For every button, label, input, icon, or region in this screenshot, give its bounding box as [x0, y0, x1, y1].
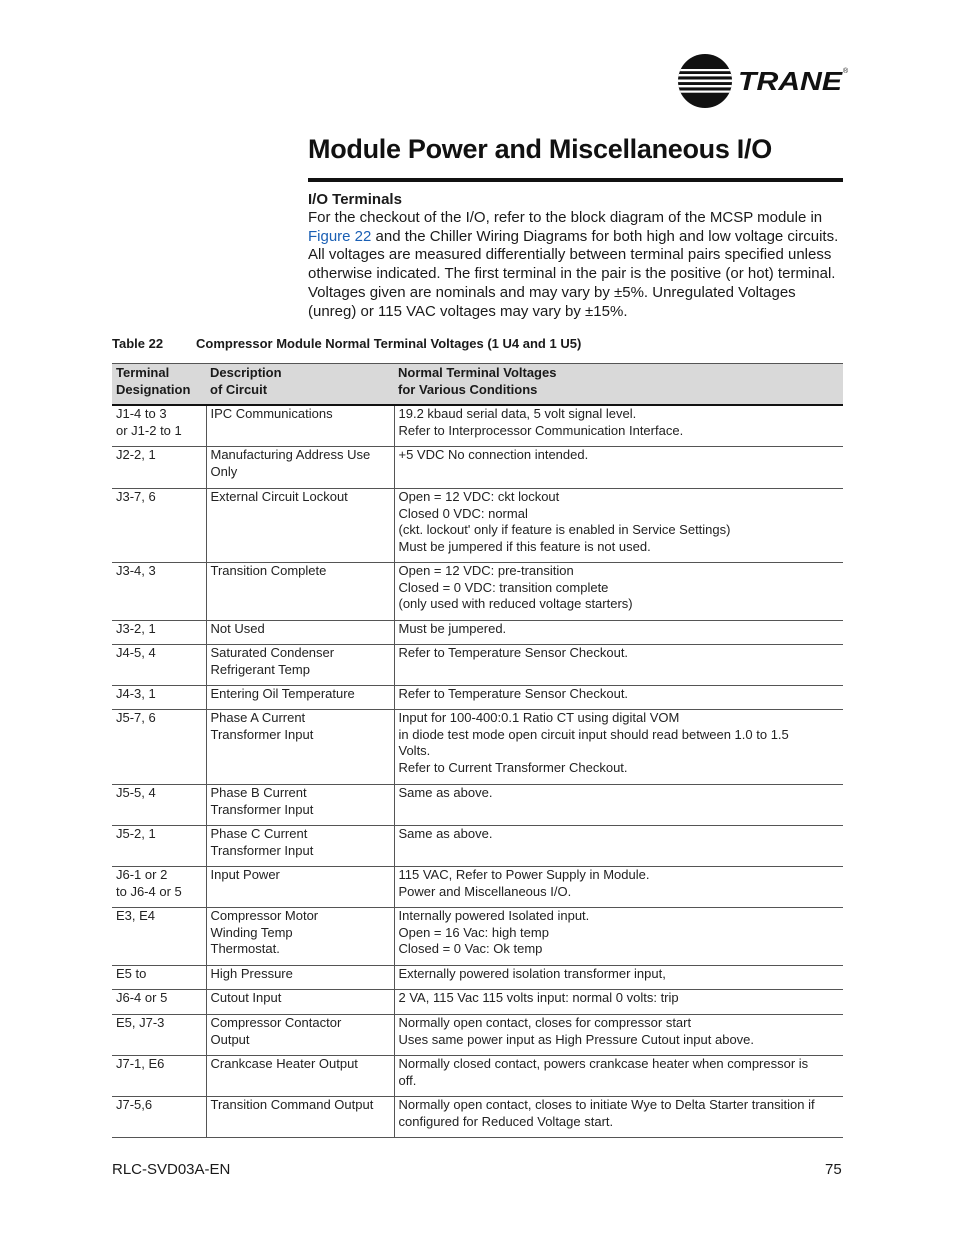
description-cell: [206, 562, 394, 620]
terminal-cell: [112, 709, 206, 784]
table-row: [112, 709, 843, 784]
description-text: Thermostat.: [210, 941, 280, 957]
terminal-cell: [112, 784, 206, 825]
voltage-text: 115 VAC, Refer to Power Supply in Module.: [398, 866, 650, 882]
terminal-cell: [112, 620, 206, 644]
table-row: [112, 1096, 843, 1137]
terminal-text: J2-2, 1: [116, 446, 156, 462]
voltage-text: (ckt. lockout' only if feature is enabled in Service Settings): [398, 522, 731, 538]
voltage-text: configured for Reduced Voltage start.: [398, 1113, 614, 1129]
description-text: Winding Temp: [210, 924, 293, 940]
voltage-cell: [394, 562, 843, 620]
terminal-cell: [112, 562, 206, 620]
terminal-text: J4-5, 4: [116, 644, 156, 660]
terminal-cell: [112, 446, 206, 488]
page-title: Module Power and Miscellaneous I/O: [308, 134, 772, 164]
description-cell: [206, 965, 394, 989]
brand-wordmark: TRANE: [738, 66, 843, 96]
table-row: [112, 405, 843, 446]
voltage-text: Must be jumpered if this feature is not used.: [398, 539, 651, 555]
header-description-line: Description: [210, 365, 282, 380]
terminal-cell: [112, 1055, 206, 1096]
description-text: Phase C Current: [210, 825, 308, 841]
header-description-line: of Circuit: [210, 381, 268, 397]
paragraph-text-start: For the checkout of the I/O, refer to the block diagram of the MCSP module in: [308, 209, 823, 226]
description-text: External Circuit Lockout: [210, 488, 348, 504]
description-text: Not Used: [210, 620, 265, 636]
description-text: Transformer Input: [210, 726, 314, 742]
voltage-text: off.: [398, 1072, 417, 1088]
description-cell: [206, 1055, 394, 1096]
section-heading: I/O Terminals: [308, 191, 402, 208]
voltage-text: Refer to Temperature Sensor Checkout.: [398, 644, 629, 660]
voltage-text: Must be jumpered.: [398, 620, 507, 636]
voltage-cell: [394, 907, 843, 965]
voltage-text: Refer to Current Transformer Checkout.: [398, 760, 628, 776]
paragraph-text-end: and the Chiller Wiring Diagrams for both high and low voltage circuits. All voltages are measured differentially between terminal pairs specified unless otherwise indicated. The first terminal in the pair is the positive (or hot) terminal. Voltages given are nominals and may vary by ±5%. Unregulated Voltages (unreg) or 115 VAC voltages may vary by ±15%.: [308, 227, 839, 320]
voltage-cell: [394, 784, 843, 825]
description-cell: [206, 866, 394, 907]
voltage-text: Open = 12 VDC: pre-transition: [398, 562, 574, 578]
voltage-text: Normally closed contact, powers crankcase heater when compressor is: [398, 1055, 809, 1071]
section-paragraph: [308, 209, 848, 321]
description-cell: [206, 685, 394, 709]
terminal-text: E3, E4: [116, 907, 156, 923]
description-text: IPC Communications: [210, 406, 333, 422]
voltage-cell: [394, 825, 843, 866]
header-voltages-line: for Various Conditions: [398, 381, 538, 397]
voltage-text: Same as above.: [398, 825, 493, 841]
footer-page-number: 75: [825, 1161, 842, 1178]
terminal-text: J3-7, 6: [116, 488, 156, 504]
voltage-text: Open = 12 VDC: ckt lockout: [398, 488, 560, 504]
table-row: [112, 989, 843, 1014]
trane-logo: [676, 54, 856, 110]
terminal-cell: [112, 1096, 206, 1137]
terminal-text: or J1-2 to 1: [116, 423, 182, 439]
voltage-text: Input for 100-400:0.1 Ratio CT using digital VOM: [398, 709, 680, 725]
terminal-text: J7-5,6: [116, 1096, 153, 1112]
voltage-cell: [394, 620, 843, 644]
terminal-cell: [112, 1014, 206, 1055]
voltage-text: in diode test mode open circuit input should read between 1.0 to 1.5: [398, 726, 789, 742]
description-cell: [206, 644, 394, 685]
header-voltages-line: Normal Terminal Voltages: [398, 365, 557, 380]
voltage-text: Power and Miscellaneous I/O.: [398, 883, 572, 899]
table-row: [112, 866, 843, 907]
terminal-cell: [112, 965, 206, 989]
description-text: Cutout Input: [210, 989, 282, 1005]
terminal-cell: [112, 907, 206, 965]
terminal-text: J1-4 to 3: [116, 406, 167, 422]
terminal-text: J6-1 or 2: [116, 866, 168, 882]
figure-22-link[interactable]: Figure 22: [308, 227, 372, 245]
terminal-text: J5-2, 1: [116, 825, 156, 841]
io-terminals-section: [308, 191, 848, 321]
terminal-text: to J6-4 or 5: [116, 883, 182, 899]
voltage-text: (only used with reduced voltage starters): [398, 596, 633, 612]
description-text: Output: [210, 1031, 250, 1047]
voltage-cell: [394, 488, 843, 562]
footer-doc-code: RLC-SVD03A-EN: [112, 1161, 231, 1178]
description-text: Phase B Current: [210, 784, 307, 800]
voltage-text: Normally open contact, closes for compressor start: [398, 1014, 692, 1030]
description-cell: [206, 1014, 394, 1055]
voltage-text: Closed 0 VDC: normal: [398, 505, 528, 521]
voltage-text: Normally open contact, closes to initiate Wye to Delta Starter transition if: [398, 1096, 815, 1112]
description-text: Refrigerant Temp: [210, 661, 310, 677]
description-text: Transition Complete: [210, 562, 327, 578]
terminal-text: J6-4 or 5: [116, 989, 168, 1005]
description-cell: [206, 446, 394, 488]
table-title: Compressor Module Normal Terminal Voltages (1 U4 and 1 U5): [196, 336, 582, 351]
header-terminal-line: Terminal: [116, 365, 170, 380]
description-cell: [206, 1096, 394, 1137]
voltage-text: Volts.: [398, 743, 431, 759]
description-text: Only: [210, 463, 238, 479]
description-text: Phase A Current: [210, 709, 306, 725]
table-row: [112, 446, 843, 488]
description-text: Compressor Motor: [210, 907, 319, 923]
description-cell: [206, 784, 394, 825]
table-row: [112, 1014, 843, 1055]
voltage-text: Internally powered Isolated input.: [398, 907, 590, 923]
description-text: Transformer Input: [210, 801, 314, 817]
terminal-cell: [112, 989, 206, 1014]
table-row: [112, 825, 843, 866]
terminal-voltages-table: [112, 363, 843, 1138]
table-row: [112, 907, 843, 965]
voltage-text: 2 VA, 115 Vac 115 volts input: normal 0 volts: trip: [398, 989, 679, 1005]
terminal-cell: [112, 488, 206, 562]
description-cell: [206, 989, 394, 1014]
table-caption: [112, 336, 581, 351]
description-cell: [206, 405, 394, 446]
terminal-text: J4-3, 1: [116, 685, 156, 701]
voltage-cell: [394, 965, 843, 989]
description-text: Crankcase Heater Output: [210, 1055, 358, 1071]
description-cell: [206, 488, 394, 562]
terminal-text: J3-2, 1: [116, 620, 156, 636]
description-text: Transition Command Output: [210, 1096, 374, 1112]
terminal-text: E5, J7-3: [116, 1014, 165, 1030]
voltage-text: Same as above.: [398, 784, 493, 800]
terminal-cell: [112, 685, 206, 709]
table-row: [112, 620, 843, 644]
voltage-text: Externally powered isolation transformer input,: [398, 965, 666, 981]
header-terminal-line: Designation: [116, 381, 191, 397]
table-row: [112, 1055, 843, 1096]
registered-mark: ®: [843, 68, 849, 75]
table-number: Table 22: [112, 336, 164, 351]
voltage-text: Uses same power input as High Pressure Cutout input above.: [398, 1031, 755, 1047]
header-description: [206, 364, 394, 406]
voltage-cell: [394, 1014, 843, 1055]
table-row: [112, 644, 843, 685]
terminal-text: J5-7, 6: [116, 709, 156, 725]
voltage-text: 19.2 kbaud serial data, 5 volt signal level.: [398, 406, 637, 422]
terminal-cell: [112, 405, 206, 446]
table-row: [112, 965, 843, 989]
voltage-cell: [394, 866, 843, 907]
table-row: [112, 488, 843, 562]
description-cell: [206, 620, 394, 644]
terminal-text: E5 to: [116, 965, 147, 981]
table-body: [112, 405, 843, 1137]
table-row: [112, 562, 843, 620]
voltage-cell: [394, 644, 843, 685]
voltage-cell: [394, 989, 843, 1014]
voltage-cell: [394, 685, 843, 709]
terminal-text: J3-4, 3: [116, 562, 156, 578]
voltage-text: Closed = 0 VDC: transition complete: [398, 579, 609, 595]
description-text: Compressor Contactor: [210, 1014, 342, 1030]
voltage-cell: [394, 446, 843, 488]
table-row: [112, 784, 843, 825]
description-cell: [206, 825, 394, 866]
header-terminal: [112, 364, 206, 406]
description-cell: [206, 709, 394, 784]
description-cell: [206, 907, 394, 965]
voltage-text: +5 VDC No connection intended.: [398, 446, 589, 462]
description-text: Entering Oil Temperature: [210, 685, 355, 701]
terminal-cell: [112, 825, 206, 866]
description-text: Manufacturing Address Use: [210, 446, 371, 462]
voltage-cell: [394, 709, 843, 784]
terminal-text: J5-5, 4: [116, 784, 156, 800]
table-row: [112, 685, 843, 709]
voltage-cell: [394, 1096, 843, 1137]
description-text: Input Power: [210, 866, 280, 882]
voltage-text: Refer to Interprocessor Communication Interface.: [398, 423, 684, 439]
terminal-cell: [112, 644, 206, 685]
terminal-cell: [112, 866, 206, 907]
voltage-text: Open = 16 Vac: high temp: [398, 924, 549, 940]
description-text: Transformer Input: [210, 842, 314, 858]
title-rule: [308, 178, 843, 182]
description-text: High Pressure: [210, 965, 293, 981]
voltage-cell: [394, 1055, 843, 1096]
voltage-text: Refer to Temperature Sensor Checkout.: [398, 685, 629, 701]
description-text: Saturated Condenser: [210, 644, 335, 660]
table-header-row: [112, 364, 843, 406]
header-voltages: [394, 364, 843, 406]
voltage-cell: [394, 405, 843, 446]
voltage-text: Closed = 0 Vac: Ok temp: [398, 941, 543, 957]
terminal-text: J7-1, E6: [116, 1055, 165, 1071]
